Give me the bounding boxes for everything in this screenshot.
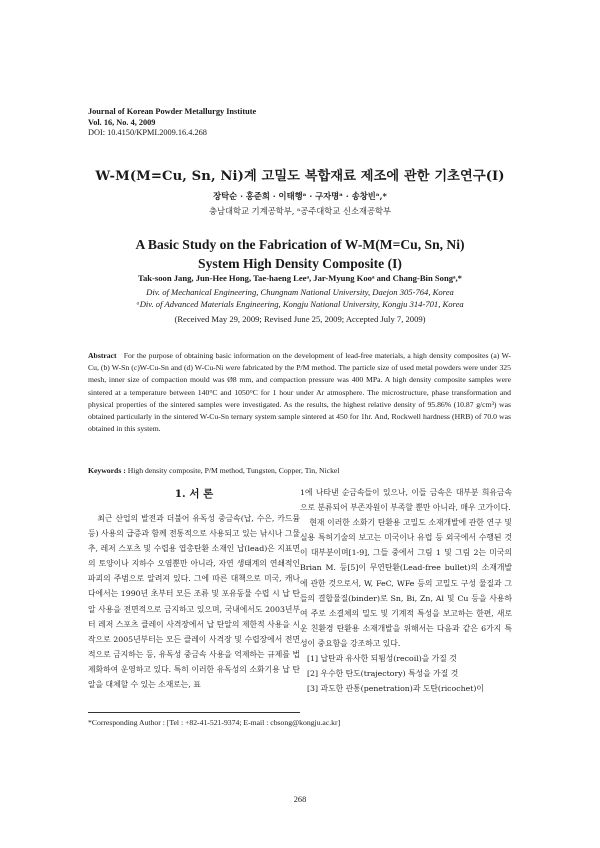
- corresponding-author-footnote: *Corresponding Author : [Tel : +82-41-521-9374; E-mail : cbsong@kongju.ac.kr]: [88, 718, 341, 727]
- keywords-label: Keywords :: [88, 466, 126, 475]
- english-affiliations: [0, 287, 600, 310]
- korean-authors: 장탁순 · 홍준희 · 이태행ᵃ · 구자명ᵃ · 송창빈ᵃ,*: [213, 191, 387, 201]
- page-number: 268: [293, 795, 307, 804]
- journal-header: [88, 107, 256, 139]
- journal-doi: DOI: 10.4150/KPMI.2009.16.4.268: [88, 128, 207, 138]
- journal-volume: Vol. 16, No. 4, 2009: [88, 117, 156, 127]
- english-affiliation-1: Div. of Mechanical Engineering, Chungnam National University, Daejon 305-764, Korea: [146, 287, 454, 297]
- body-left-column: [88, 511, 300, 692]
- received-dates: (Received May 29, 2009; Revised June 25, 2009; Accepted July 7, 2009): [174, 314, 426, 324]
- english-title-line1: A Basic Study on the Fabrication of W-M(M=Cu, Sn, Ni): [135, 237, 465, 252]
- english-title-line2: System High Density Composite (I): [198, 256, 402, 271]
- journal-name: Journal of Korean Powder Metallurgy Institute: [88, 107, 257, 116]
- list-item: [2] 우수한 탄도(trajectory) 특성을 가질 것: [307, 669, 459, 679]
- section-heading: 1. 서 론: [174, 488, 214, 500]
- list-item: [1] 납탄과 유사한 되튐성(recoil)을 가질 것: [307, 654, 457, 664]
- korean-affiliation: 충남대학교 기계공학부, ᵃ공주대학교 신소재공학부: [208, 206, 392, 216]
- requirements-list: [300, 651, 512, 696]
- body-paragraph: 최근 산업의 발전과 더불어 유독성 중금속(납, 수은, 카드뮴 등) 사용의 급증과 함께 전통적으로 사용되고 있는 낚시나 그물 추, 레저 스포츠 및 수렵용 엽총탄환 소재인 납(lead)은 지표면의 토양이나 지하수 오염뿐만 아니라, 자연 생태계의 연쇄적인 파괴의 주범으로 알려져 있다. 그에 따른 대책으로 미국, 캐나다에서는 1990년 초부터 모든 조류 및 포유동물 수렵 시 납 탄알 사용을 전면적으로 금지하고 있으며, 국내에서도 2003년부터 레저 스포츠 클레이 사격장에서 납 탄알의 제한적 사용을 시작으로 2005년부터는 모든 클레이 사격장 및 수렵장에서 전면적으로 금지하는 등, 유독성 중금속 사용을 억제하는 규제를 법제화하여 운영하고 있다. 특히 이러한 유독성의 소화기용 납 탄알을 대체할 수 있는 소재로는, 표: [88, 514, 300, 690]
- list-item: [3] 과도한 관통(penetration)과 도탄(ricochet)이: [307, 684, 484, 694]
- body-right-column: [300, 485, 512, 696]
- keywords: [88, 466, 511, 475]
- english-title: [0, 235, 600, 273]
- english-authors: Tak-soon Jang, Jun-Hee Hong, Tae-haeng Leeᵃ, Jar-Myung Kooᵃ and Chang-Bin Songᵃ,*: [138, 273, 462, 283]
- keywords-text: High density composite, P/M method, Tungsten, Copper, Tin, Nickel: [127, 466, 340, 475]
- abstract: [88, 350, 511, 435]
- abstract-label: Abstract: [88, 351, 117, 360]
- abstract-text: For the purpose of obtaining basic information on the development of lead-free materials, a high density composites (a) W-Cu, (b) W-Sn (c)W-Cu-Sn and (d) W-Cu-Ni were fabricated by the P/M method. The particle size of used metal powders were under 325 mesh, inner size of compaction mould was Ø8 mm, and compaction pressure was 400 MPa. A high density composite samples were sintered at a temperature between 140°C and 1050°C for 1 hour under Ar atmosphere. The microstructure, phase transformation and physical properties of the sintered samples were investigated. As the results, the highest relative density of 95.86% (10.87 g/cm³) was obtained particularly in the sintered W-Cu-Sn ternary system sample sintered at 450 for 1hr. And, Rockwell hardness (HRB) of 70.0 was obtained in this system.: [88, 351, 511, 434]
- body-paragraph: 1에 나타낸 순금속들이 있으나, 이들 금속은 대부분 희유금속으로 분류되어 부존자원이 부족할 뿐만 아니라, 매우 고가이다.: [300, 488, 512, 513]
- footnote-rule: [88, 712, 300, 713]
- body-paragraph: 현재 이러한 소화기 탄환용 고밀도 소재개발에 관한 연구 및 실용 특허기술의 보고는 미국이나 유럽 등 외국에서 수행된 것이 대부분이며[1-9], 그들 중에서 그림 1 및 그림 2는 미국의 Brian M. 등[5]이 무연탄환(Lead-free bullet)의 소재개발에 관한 것으로서, W, FeC, WFe 등의 고밀도 구성 물질과 그들의 결합물질(binder)로 Sn, Bi, Zn, Al 및 Cu 등을 사용하여 주로 소결체의 밀도 및 기계적 특성을 보고하는 한편, 새로운 친환경 탄환용 소재개발을 위해서는 다음과 같은 6가지 특성이 중요함을 강조하고 있다.: [300, 518, 512, 648]
- english-affiliation-2: ᵃDiv. of Advanced Materials Engineering, Kongju National University, Kongju 314-701, Korea: [136, 298, 464, 309]
- korean-title: W-M(M=Cu, Sn, Ni)계 고밀도 복합재료 제조에 관한 기초연구(I): [95, 169, 505, 184]
